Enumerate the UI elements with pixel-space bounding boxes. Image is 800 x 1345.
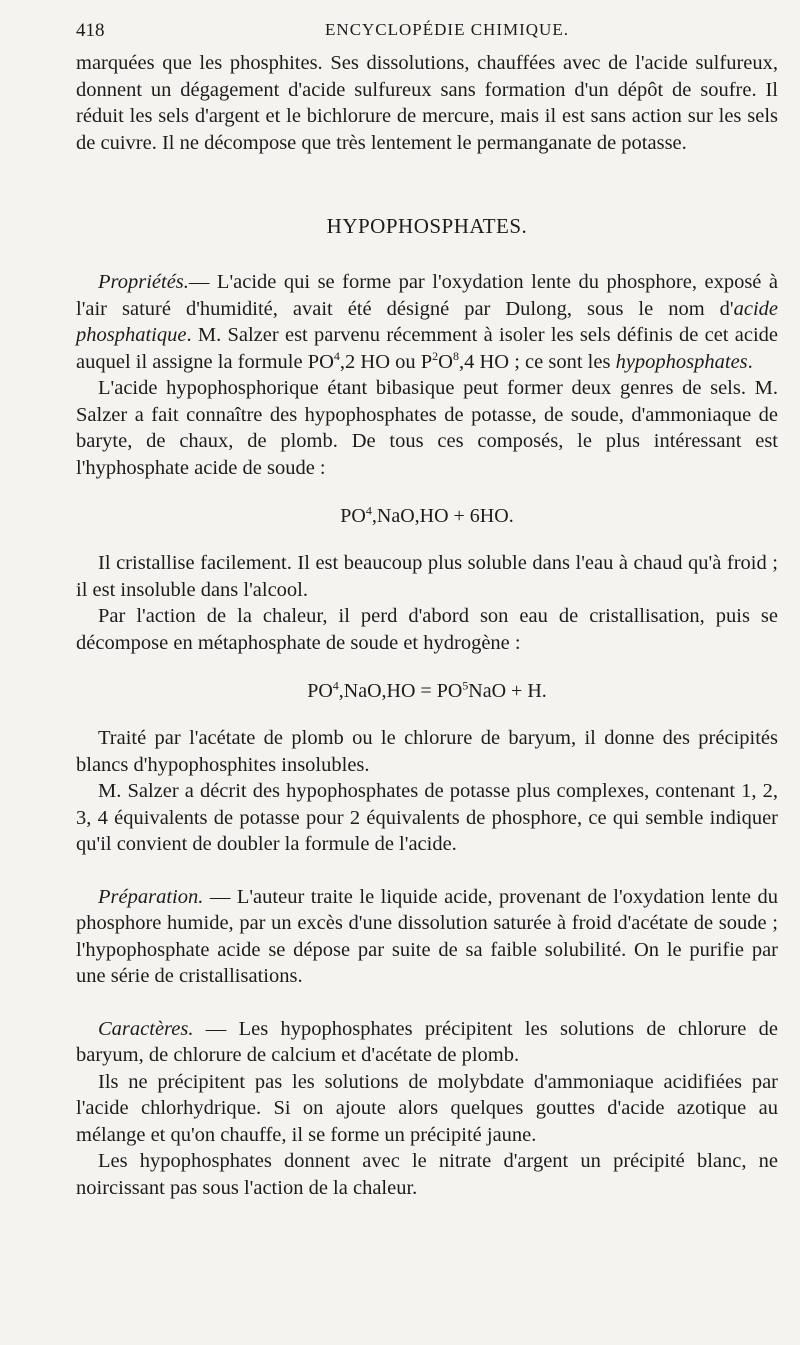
formula-part: PO [307, 680, 333, 702]
formula-part: NaO + H. [468, 680, 547, 702]
proprietes-text-3: ,2 HO ou P [339, 350, 433, 373]
caracteres-heading: Caractères. [98, 1017, 194, 1040]
caracteres-text: — Les hypophosphates précipitent les solutions de chlorure de baryum, de chlorure de calcium et d'acétate de plomb. [76, 1017, 778, 1066]
preparation-text: — L'auteur traite le liquide acide, provenant de l'oxydation lente du phosphore humide, par un excès d'une dissolution saturée à froid d'acétate de soude ; l'hypophosphate acide se dépose par suite de sa faible solubilité. On le purifie par une série de cristallisations. [76, 885, 778, 987]
nitrate-paragraph: Les hypophosphates donnent avec le nitrate d'argent un précipité blanc, ne noircissant pas sous l'action de la chaleur. [76, 1150, 778, 1199]
preparation-paragraph [76, 884, 778, 990]
proprietes-heading: Propriétés. [98, 271, 189, 293]
formula-superscript: 4 [365, 503, 372, 518]
proprietes-text-5: ,4 HO ; ce sont les [458, 350, 616, 373]
term-hypophosphates: hypophosphates [615, 350, 748, 373]
formula-superscript: 2 [432, 348, 439, 363]
molybdate-paragraph: Ils ne précipitent pas les solutions de molybdate d'ammoniaque acidifiées par l'acide chlorhydrique. Si on ajoute alors quelques gouttes d'acide azotique au mélange et qu'on chauffe, il se forme un précipité jaune. [76, 1070, 778, 1146]
proprietes-text-6: . [747, 350, 753, 373]
proprietes-text-2: . M. Salzer est parvenu récemment à isoler les sels définis de cet acide auquel il assigne la formule PO [76, 324, 778, 373]
cristallise-paragraph: Il cristallise facilement. Il est beaucoup plus soluble dans l'eau à chaud qu'à froid ; il est insoluble dans l'alcool. [76, 552, 778, 601]
bibasique-paragraph: L'acide hypophosphorique étant bibasique peut former deux genres de sels. M. Salzer a fait connaître des hypophosphates de potasse, de soude, d'ammoniaque de baryte, de chaux, de plomb. De tous ces composés, le plus intéressant est l'hyphosphate acide de soude : [76, 377, 778, 479]
page-header [76, 20, 778, 50]
formula-superscript: 5 [462, 678, 469, 693]
formula-decomposition [76, 680, 778, 703]
preparation-heading: Préparation. [98, 885, 204, 908]
formula-hypophosphate-soude [76, 505, 778, 528]
continuation-paragraph: marquées que les phosphites. Ses dissolutions, chauffées avec de l'acide sulfureux, donnent un dégagement d'acide sulfureux sans formation d'un dépôt de soufre. Il réduit les sels d'argent et le bichlorure de mercure, mais il est sans action sur les sels de cuivre. Il ne décompose que très lentement le permanganate de potasse. [76, 52, 778, 154]
chaleur-paragraph: Par l'action de la chaleur, il perd d'abord son eau de cristallisation, puis se décompose en métaphosphate de soude et hydrogène : [76, 605, 778, 654]
page-number: 418 [76, 20, 105, 41]
proprietes-text-1: — L'acide qui se forme par l'oxydation lente du phosphore, exposé à l'air saturé d'humidité, avait été désigné par Dulong, sous le nom d' [76, 271, 778, 320]
formula-part: PO [340, 505, 366, 527]
term-acide-phosphatique: acide phosphatique [76, 297, 778, 346]
traite-paragraph: Traité par l'acétate de plomb ou le chlorure de baryum, il donne des précipités blancs d'hypophosphites insolubles. [76, 727, 778, 776]
section-title: HYPOPHOSPHATES. [326, 214, 528, 238]
body-text [76, 50, 778, 1201]
formula-part: ,NaO,HO = PO [338, 680, 463, 702]
formula-superscript: 4 [333, 348, 340, 363]
salzer-paragraph: M. Salzer a décrit des hypophosphates de potasse plus complexes, contenant 1, 2, 3, 4 équivalents de potasse pour 2 équivalents de phosphore, ce qui semble indiquer qu'il convient de doubler la formule de l'acide. [76, 780, 778, 855]
formula-superscript: 8 [452, 348, 459, 363]
caracteres-paragraph [76, 1016, 778, 1069]
formula-part: ,NaO,HO + 6HO. [371, 505, 514, 527]
proprietes-paragraph [76, 269, 778, 375]
formula-superscript: 4 [332, 678, 339, 693]
proprietes-text-4: O [438, 350, 453, 373]
running-head: ENCYCLOPÉDIE CHIMIQUE. [325, 20, 569, 39]
